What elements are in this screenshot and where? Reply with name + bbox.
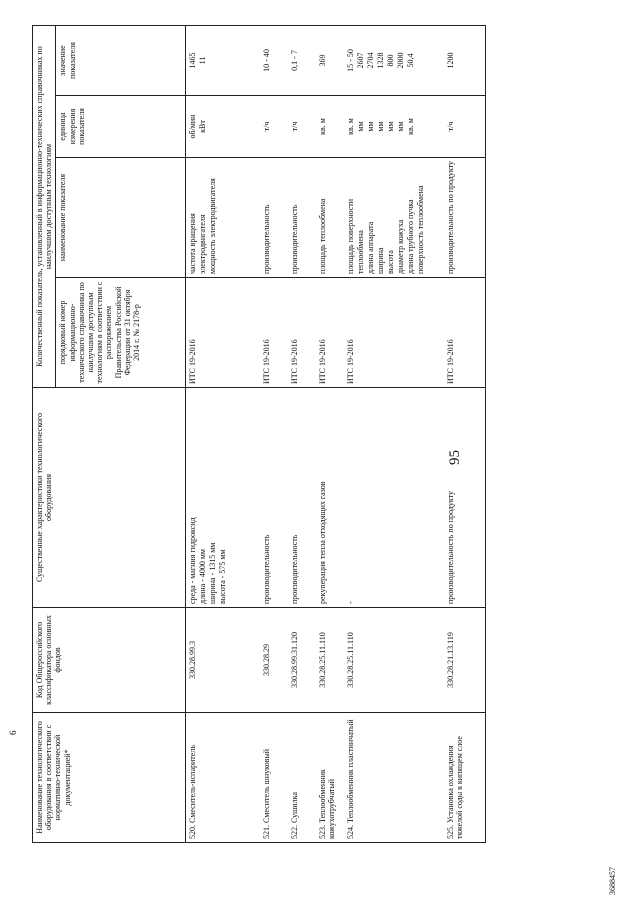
characteristics-cell [288, 388, 316, 608]
table-row [186, 26, 260, 843]
its-cell [288, 278, 316, 388]
unit-cell [260, 96, 288, 158]
header-characteristics: Существенные характеристики технологического оборудования [33, 388, 186, 608]
value-cell [260, 26, 288, 96]
its-cell [260, 278, 288, 388]
header-name: Наименование технологического оборудования в соответствии с нормативно-технической документацией* [33, 713, 186, 843]
okof-code: 330.28.29 [261, 644, 271, 676]
indicator-value: 2000 [395, 52, 405, 69]
indicator-value: 2607 [355, 52, 365, 69]
characteristics-cell [260, 388, 288, 608]
equipment-name: Сушилка [289, 792, 299, 823]
unit-value: мм [365, 121, 375, 132]
equipment-name-cell [344, 713, 444, 843]
equipment-name: Смеситель шнуковый [261, 748, 271, 823]
indicator-name: площадь теплообмена [317, 198, 327, 274]
value-cell [288, 26, 316, 96]
indicator-name: частота вращения электродвигателя [188, 213, 208, 274]
unit-cell [316, 96, 344, 158]
equipment-name-cell [186, 713, 260, 843]
unit-value: мм [385, 121, 395, 132]
line-number: 6 [8, 730, 18, 735]
okof-code-cell [344, 608, 444, 713]
okof-code-cell [260, 608, 288, 713]
indicator-name: длина аппарата [365, 221, 375, 274]
indicator-value: 800 [385, 54, 395, 67]
characteristic-line: производительность [261, 534, 271, 604]
row-number: 520. [188, 825, 198, 839]
indicator-value: 2704 [365, 52, 375, 69]
okof-code-cell [316, 608, 344, 713]
okof-code: 330.28.25.11.110 [317, 632, 327, 688]
okof-code: 330.28.21.13.119 [445, 632, 455, 688]
table-row [288, 26, 316, 843]
indicator-cell [288, 158, 316, 278]
unit-cell [186, 96, 260, 158]
its-cell [344, 278, 444, 388]
characteristics-cell [444, 388, 486, 608]
table-row [316, 26, 344, 843]
indicator-name: ширина [375, 247, 385, 274]
indicator-name: поверхность теплообмена [415, 185, 425, 274]
its-reference: ИТС 19-2016 [289, 339, 299, 384]
its-cell [316, 278, 344, 388]
its-reference: ИТС 19-2016 [188, 339, 198, 384]
indicator-value: 1200 [445, 52, 455, 69]
unit-value: т/ч [445, 121, 455, 132]
indicator-cell [444, 158, 486, 278]
header-group: Количественный показатель, установленный в информационно-технических справочниках по наилучшим доступным технологиям [33, 26, 56, 388]
characteristic-line: длина - 4000 мм [198, 549, 208, 604]
indicator-value: 11 [198, 56, 208, 65]
unit-cell [288, 96, 316, 158]
row-number: 525. [445, 825, 455, 839]
characteristic-line: высота - 575 мм [218, 549, 228, 604]
header-its: порядковый номер информационно-технического справочника по наилучшим доступным технологиям в соответствии с распоряжением Правительства Российской Федерации от 31 октября 2014 г. № 2178-р [56, 278, 186, 388]
equipment-name-cell [316, 713, 344, 843]
indicator-value: 50,4 [405, 53, 415, 68]
indicator-cell [186, 158, 260, 278]
page-number: 95 [447, 450, 463, 465]
characteristic-line: - [345, 601, 355, 604]
indicator-cell [316, 158, 344, 278]
indicator-value: 15 - 50 [345, 49, 355, 72]
okof-code: 330.28.99.31.120 [289, 632, 299, 688]
characteristics-cell [316, 388, 344, 608]
indicator-value: 1465 [188, 52, 198, 69]
value-cell [344, 26, 444, 96]
indicator-value: 10 - 40 [261, 49, 271, 72]
indicator-name: мощность электродвигателя [208, 178, 218, 274]
equipment-name: Смеситель-испаритель [188, 745, 198, 823]
its-reference: ИТС 19-2016 [445, 339, 455, 384]
table-row [444, 26, 486, 843]
okof-code-cell [288, 608, 316, 713]
indicator-cell [344, 158, 444, 278]
unit-value: т/ч [261, 121, 271, 132]
equipment-name-cell [260, 713, 288, 843]
unit-cell [444, 96, 486, 158]
indicator-name: диаметр кожуха [395, 219, 405, 274]
equipment-name: Теплообменник кожухотрубчатый [317, 769, 337, 839]
indicator-cell [260, 158, 288, 278]
unit-cell [344, 96, 444, 158]
characteristic-line: производительность [289, 534, 299, 604]
unit-value: т/ч [289, 121, 299, 132]
unit-value: кв. м [317, 118, 327, 135]
equipment-name: Установка охлаждения тяжелой соды в кипящем слое [445, 736, 465, 839]
row-number: 522. [289, 825, 299, 839]
characteristics-cell [344, 388, 444, 608]
unit-value: мм [355, 121, 365, 132]
document-id: 3688457 [608, 867, 617, 895]
value-cell [186, 26, 260, 96]
header-indicator: наименование показателя [56, 158, 186, 278]
table-body [186, 26, 486, 843]
row-number: 523. [317, 825, 327, 839]
its-reference: ИТС 19-2016 [345, 339, 355, 384]
unit-value: кВт [198, 120, 208, 133]
okof-code-cell [186, 608, 260, 713]
indicator-name: производительность [261, 204, 271, 274]
row-number: 521. [261, 825, 271, 839]
equipment-table [32, 25, 486, 843]
equipment-name: Теплообменник пластинчатый [345, 719, 355, 823]
indicator-name: длина трубного пучка [405, 199, 415, 274]
header-value: значение показателя [56, 26, 186, 96]
header-unit: единица измерения показателя [56, 96, 186, 158]
indicator-name: высота [385, 250, 395, 274]
characteristics-cell [186, 388, 260, 608]
its-cell [186, 278, 260, 388]
indicator-value: 1328 [375, 52, 385, 69]
its-cell [444, 278, 486, 388]
header-code: Код Общероссийского классификатора основных фондов [33, 608, 186, 713]
row-number: 524. [345, 825, 355, 839]
equipment-name-cell [444, 713, 486, 843]
indicator-name: площадь поверхности теплообмена [345, 198, 365, 274]
value-cell [316, 26, 344, 96]
characteristic-line: рекуперация тепла отходящих газов [317, 481, 327, 604]
table-row [260, 26, 288, 843]
unit-value: об/мин [188, 114, 198, 139]
okof-code: 330.28.99.3 [188, 641, 198, 679]
characteristic-line: ширина - 1315 мм [208, 542, 218, 604]
table-row [344, 26, 444, 843]
indicator-value: 0,1 - 7 [289, 50, 299, 71]
okof-code: 330.28.25.11.110 [345, 632, 355, 688]
unit-value: мм [395, 121, 405, 132]
indicator-value: 369 [317, 54, 327, 67]
its-reference: ИТС 19-2016 [317, 339, 327, 384]
okof-code-cell [444, 608, 486, 713]
indicator-name: производительность по продукту [445, 160, 455, 274]
unit-value: кв. м [405, 118, 415, 135]
unit-value: мм [375, 121, 385, 132]
characteristic-line: производительность по продукту [445, 490, 455, 604]
value-cell [444, 26, 486, 96]
indicator-name: производительность [289, 204, 299, 274]
its-reference: ИТС 19-2016 [261, 339, 271, 384]
unit-value: кв. м [345, 118, 355, 135]
equipment-name-cell [288, 713, 316, 843]
characteristic-line: среда - магния гидроксид [188, 517, 198, 604]
